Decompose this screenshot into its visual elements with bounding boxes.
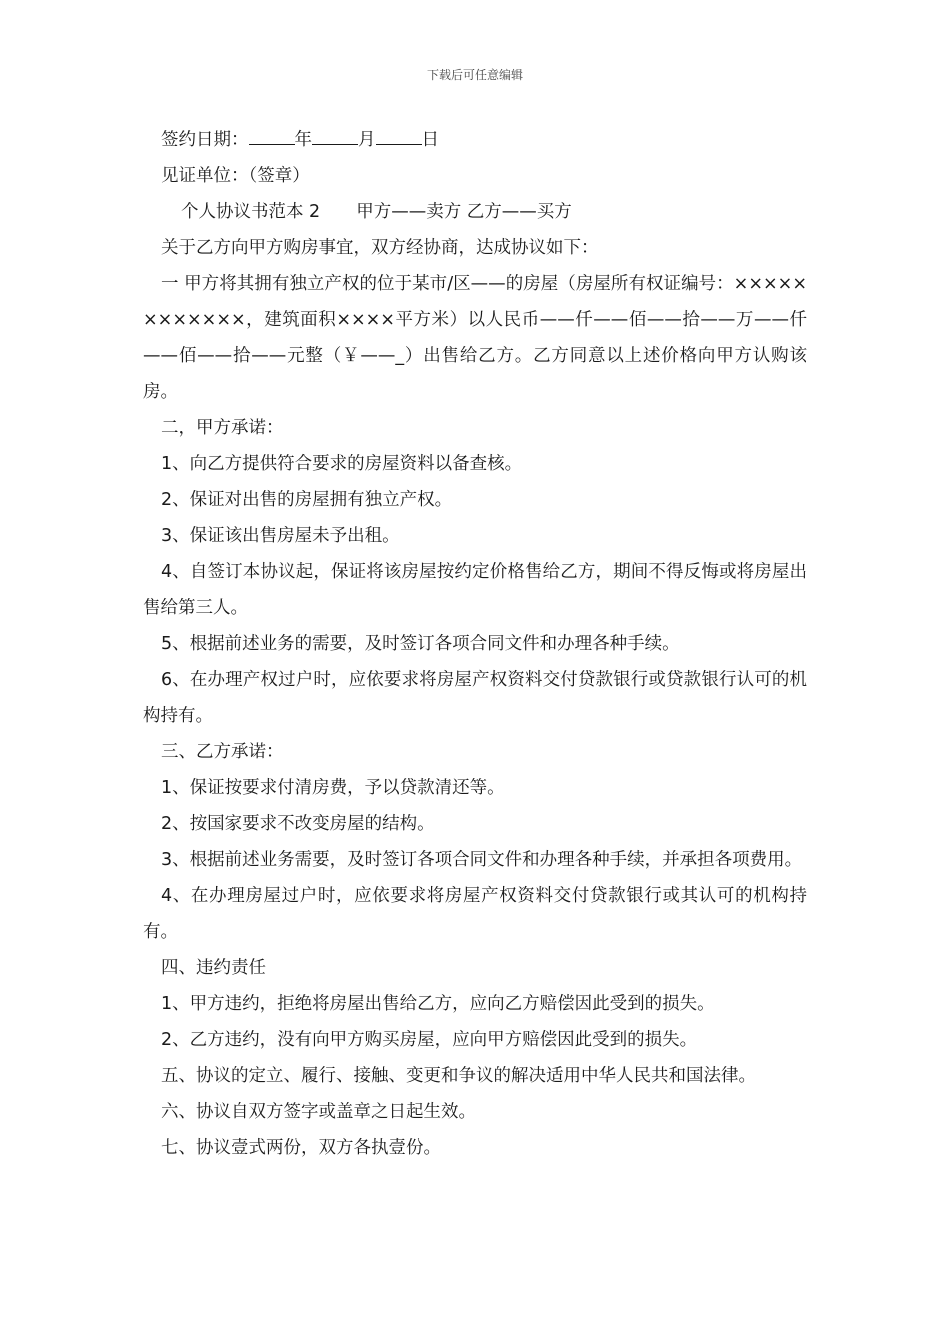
year-blank [249, 126, 295, 145]
day-label: 日 [421, 130, 439, 150]
sign-date-label: 签约日期： [161, 130, 249, 150]
section-heading-party-a: 二，甲方承诺： [161, 418, 284, 438]
section-heading-party-b: 三、乙方承诺： [161, 742, 284, 762]
section-heading-breach: 四、违约责任 [161, 958, 266, 978]
sign-date-line [143, 122, 807, 158]
party-a-item-3: 3、保证该出售房屋未予出租。 [161, 526, 400, 546]
clause-5: 五、协议的定立、履行、接触、变更和争议的解决适用中华人民共和国法律。 [161, 1066, 756, 1086]
party-b-item-2: 2、按国家要求不改变房屋的结构。 [161, 814, 435, 834]
month-label: 月 [358, 130, 376, 150]
title-line [143, 194, 807, 230]
party-a-item-2: 2、保证对出售的房屋拥有独立产权。 [161, 490, 453, 510]
clause-7: 七、协议壹式两份，双方各执壹份。 [161, 1138, 441, 1158]
party-b-item-3: 3、根据前述业务需要，及时签订各项合同文件和办理各种手续，并承担各项费用。 [161, 850, 803, 870]
intro-paragraph: 关于乙方向甲方购房事宜，双方经协商，达成协议如下： [161, 238, 599, 258]
year-label: 年 [294, 130, 312, 150]
party-a-item-1: 1、向乙方提供符合要求的房屋资料以备查核。 [161, 454, 523, 474]
party-a-item-4: 4、自签订本协议起，保证将该房屋按约定价格售给乙方，期间不得反悔或将房屋出售给第三人。 [143, 562, 807, 618]
party-a-item-5: 5、根据前述业务的需要，及时签订各项合同文件和办理各种手续。 [161, 634, 680, 654]
day-blank [376, 126, 422, 145]
month-blank [312, 126, 358, 145]
document-body [143, 122, 807, 1166]
clause-1: 一 甲方将其拥有独立产权的位于某市/区——的房屋（房屋所有权证编号：××××××××××××，建筑面积××××平方米）以人民币——仟——佰——拾——万——仟——佰——拾——元整（￥——_）出售给乙方。乙方同意以上述价格向甲方认购该房。 [143, 274, 807, 402]
parties-line: 甲方——卖方 乙方——买方 [356, 202, 572, 222]
breach-item-2: 2、乙方违约，没有向甲方购买房屋，应向甲方赔偿因此受到的损失。 [161, 1030, 698, 1050]
party-a-item-6: 6、在办理产权过户时，应依要求将房屋产权资料交付贷款银行或贷款银行认可的机构持有。 [143, 670, 807, 726]
party-b-item-4: 4、在办理房屋过户时，应依要求将房屋产权资料交付贷款银行或其认可的机构持有。 [143, 886, 807, 942]
party-b-item-1: 1、保证按要求付清房费，予以贷款清还等。 [161, 778, 505, 798]
page-header: 下载后可任意编辑 [426, 68, 523, 82]
witness-line: 见证单位：（签章） [161, 166, 310, 186]
clause-6: 六、协议自双方签字或盖章之日起生效。 [161, 1102, 476, 1122]
breach-item-1: 1、甲方违约，拒绝将房屋出售给乙方，应向乙方赔偿因此受到的损失。 [161, 994, 715, 1014]
document-title: 个人协议书范本 2 [181, 202, 321, 222]
